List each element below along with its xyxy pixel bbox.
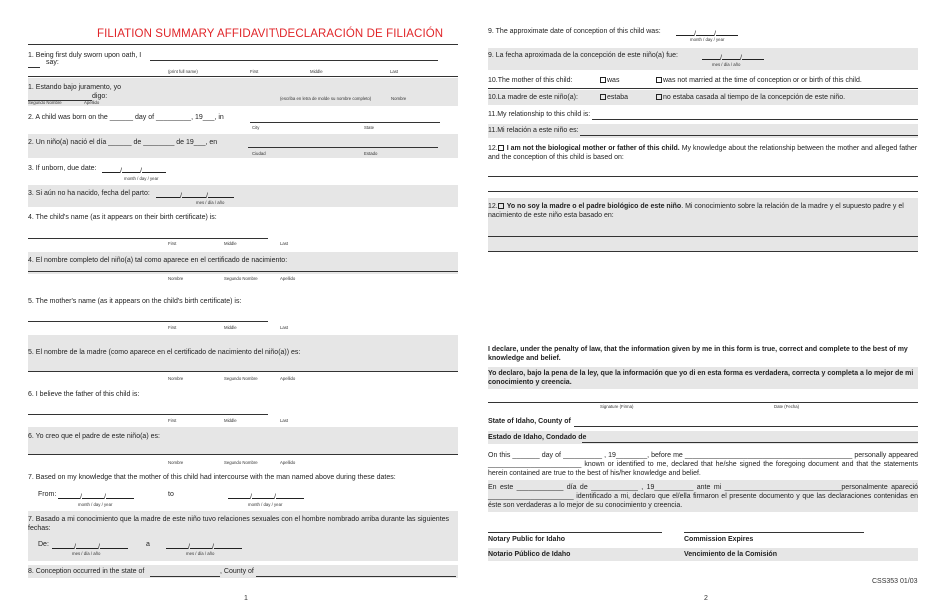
q12-answer-line-2[interactable] xyxy=(488,191,918,192)
page-2 xyxy=(478,0,950,615)
q1es-label-apellido: Apellido xyxy=(84,100,100,105)
q5es-name-field[interactable] xyxy=(28,371,458,372)
q12es-answer-line-1[interactable] xyxy=(488,236,918,237)
q1-say: say: xyxy=(46,59,59,66)
q3es-sub: mes / día / año xyxy=(196,200,225,205)
q4-name-field[interactable] xyxy=(28,238,268,239)
q6-label-middle: Middle xyxy=(224,418,237,423)
page-number-1: 1 xyxy=(244,595,248,602)
q4-text: 4. The child's name (as it appears on their birth certificate) is: xyxy=(28,214,217,221)
q2-place-field[interactable] xyxy=(250,122,440,123)
q12-answer-line-1[interactable] xyxy=(488,176,918,177)
q6es-label-nombre: Nombre xyxy=(168,460,184,465)
q8-text: 8. Conception occurred in the state of xyxy=(28,568,145,575)
q11es-text: 11.Mi relación a este niño es: xyxy=(488,127,579,134)
q6-text: 6. I believe the father of this child is: xyxy=(28,391,140,398)
q9-text: 9. The approximate date of conception of this child was: xyxy=(488,28,661,35)
signature-line[interactable] xyxy=(488,402,918,403)
q10-was-option[interactable]: was xyxy=(600,77,619,84)
q5-label-middle: Middle xyxy=(224,325,237,330)
q1es-digo: digo: xyxy=(92,93,108,100)
q2es-text: 2. Un niño(a) nació el día ______ de ________ de 19___, en xyxy=(28,139,218,146)
q5es-label-segundo: Segundo Nombre xyxy=(224,376,258,381)
q5-label-last: Last xyxy=(280,325,289,330)
q9-sub: month / day / year xyxy=(690,37,725,42)
q5-text: 5. The mother's name (as it appears on the child's birth certificate) is: xyxy=(28,298,242,305)
q9es-date-field[interactable]: / / xyxy=(702,52,764,62)
q7-from: From: xyxy=(38,491,57,498)
q9es-sub: mes / día / año xyxy=(712,62,741,67)
q7-to-sub: month / day / year xyxy=(248,502,283,507)
q11-text: 11.My relationship to this child is: xyxy=(488,111,591,118)
q10es-estaba-option[interactable]: estaba xyxy=(600,94,628,101)
q1-label-first: First xyxy=(250,69,259,74)
state-county-label: State of Idaho, County of xyxy=(488,418,571,425)
q3-text: 3. If unborn, due date: xyxy=(28,165,97,172)
q9es-text: 9. La fecha aproximada de la concepción de este niño(a) fue: xyxy=(488,52,678,59)
title-rule xyxy=(28,44,458,45)
q4es-text: 4. El nombre completo del niño(a) tal como aparece en el certificado de nacimiento: xyxy=(28,257,288,264)
q8-county: , County of xyxy=(220,568,254,575)
q6es-label-segundo: Segundo Nombre xyxy=(224,460,258,465)
q2es-label-ciudad: Ciudad xyxy=(252,151,266,156)
notary-signature-line[interactable] xyxy=(488,532,662,533)
form-code: CSS353 01/03 xyxy=(872,578,918,585)
q7es-a: a xyxy=(146,541,150,548)
q4es-label-nombre: Nombre xyxy=(168,276,184,281)
q12es-answer-line-2[interactable] xyxy=(488,251,918,252)
q1es-label-print: (escriba en letra de molde su nombre completo) xyxy=(280,96,372,101)
q1es-label-nombre: Nombre xyxy=(391,96,407,101)
q10es-no-estaba-option[interactable]: no estaba casada al tiempo de la concepción de este niño. xyxy=(656,94,845,101)
q7es-from-sub: mes / día / año xyxy=(72,551,101,556)
checkbox-icon xyxy=(656,94,662,100)
checkbox-icon xyxy=(656,77,662,83)
q7es-text: 7. Basado a mi conocimiento que la madre de este niño tuvo relaciones sexuales con el hombre nombrado arriba durante las siguientes fechas: xyxy=(28,516,450,532)
q1-say-line xyxy=(28,67,40,68)
q2es-label-estado: Estado xyxy=(364,151,378,156)
page-1 xyxy=(0,0,472,615)
q1-name-field[interactable] xyxy=(150,60,438,61)
q7-from-sub: month / day / year xyxy=(78,502,113,507)
q7-to: to xyxy=(168,491,174,498)
q5-name-field[interactable] xyxy=(28,321,268,322)
divider xyxy=(28,76,458,77)
q6es-label-apellido: Apellido xyxy=(280,460,296,465)
q1-text: 1. Being first duly sworn upon oath, I xyxy=(28,52,142,59)
q10-was-not-option[interactable]: was not married at the time of conception or or birth of this child. xyxy=(656,77,862,84)
state-county-label-es: Estado de Idaho, Condado de xyxy=(488,434,587,441)
q3-sub: month / day / year xyxy=(124,176,159,181)
q4es-name-field[interactable] xyxy=(28,271,458,272)
q6-label-first: First xyxy=(168,418,177,423)
q5es-text: 5. El nombre de la madre (como aparece en el certificado de nacimiento del niño(a)) es: xyxy=(28,349,301,356)
q2-text: 2. A child was born on the ______ day of _________, 19___, in xyxy=(28,114,224,121)
notary-statement-en: On this _______ day of __________ , 19________, before me ___________________________________________ personally appeared ________________________ known or identified to me, declared that he/she signed the foregoing document and that the statements herein contained are true to the best of his/her knowledge and belief. xyxy=(488,452,918,477)
q2es-shade xyxy=(28,134,458,158)
q8-county-field[interactable] xyxy=(256,576,456,577)
q11es-relationship-field[interactable] xyxy=(580,135,918,136)
q7-text: 7. Based on my knowledge that the mother of this child had intercourse with the man named above during these dates: xyxy=(28,474,396,481)
q6es-name-field[interactable] xyxy=(28,454,458,455)
form-title: FILIATION SUMMARY AFFIDAVIT\DECLARACIÓN DE FILIACIÓN xyxy=(97,28,444,40)
q1-label-print: (print full name) xyxy=(168,69,198,74)
notary-statement-es: En este ____________ día de ____________ , 19__________ ante mi ______________________________personalmente apareció ______________________ identificado a mi, declaro que el/ella firmaron el presente documento y que las declaraciones contenidas en éste son verdaderas a lo mejor de su conocimiento y creencia. xyxy=(488,484,918,509)
checkbox-icon[interactable] xyxy=(498,203,504,209)
checkbox-icon[interactable] xyxy=(498,145,504,151)
q3-date-field[interactable]: / / xyxy=(102,165,166,175)
q7es-de: De: xyxy=(38,541,49,548)
commission-line[interactable] xyxy=(684,532,864,533)
q12es-text: 12. Yo no soy la madre o el padre biológico de este niño. Mi conocimiento sobre la relación de la madre y el supuesto padre y el nacimiento de este niño esta basado en: xyxy=(488,203,904,219)
q12-text: 12. I am not the biological mother or father of this child. My knowledge about the relationship between the mother and alleged father and the conception of this child is based on: xyxy=(488,145,918,161)
date-label: Date (Fecha) xyxy=(774,404,800,409)
declaration-en: I declare, under the penalty of law, that the information given by me in this form is true, correct and complete to the best of my knowledge and belief. xyxy=(488,346,908,362)
q6es-shade xyxy=(28,427,458,454)
q11-relationship-field[interactable] xyxy=(592,119,918,120)
q4es-label-apellido: Apellido xyxy=(280,276,296,281)
notary-public-label: Notary Public for Idaho xyxy=(488,536,566,543)
state-county-field[interactable] xyxy=(574,426,918,427)
q1-label-last: Last xyxy=(390,69,399,74)
notary-public-label-es: Notario Público de Idaho xyxy=(488,551,571,558)
q9-date-field[interactable]: / / xyxy=(676,28,738,38)
q6-label-last: Last xyxy=(280,418,289,423)
q6es-text: 6. Yo creo que el padre de este niño(a) es: xyxy=(28,433,160,440)
q3es-date-field[interactable]: / / xyxy=(156,190,234,200)
q4-label-middle: Middle xyxy=(224,241,237,246)
q7es-to-date-field[interactable]: / / xyxy=(166,541,242,551)
checkbox-icon xyxy=(600,77,606,83)
q5es-label-apellido: Apellido xyxy=(280,376,296,381)
q2-label-city: City xyxy=(252,125,260,130)
q4-label-first: First xyxy=(168,241,177,246)
signature-label: Signature (Firma) xyxy=(600,404,634,409)
q10es-text: 10.La madre de este niño(a): xyxy=(488,94,578,101)
q1es-label-segundo: Segundo Nombre xyxy=(28,100,62,105)
q7es-from-date-field[interactable]: / / xyxy=(52,541,128,551)
page-number-2: 2 xyxy=(704,595,708,602)
q2es-place-field[interactable] xyxy=(248,147,438,148)
q4es-label-segundo: Segundo Nombre xyxy=(224,276,258,281)
q2-label-state: State xyxy=(364,125,375,130)
q1es-text: 1. Estando bajo juramento, yo xyxy=(28,84,122,91)
divider xyxy=(488,88,918,89)
commission-label-es: Vencimiento de la Comisión xyxy=(684,551,777,558)
q1-label-middle: Middle xyxy=(310,69,323,74)
q3es-text: 3. Si aún no ha nacido, fecha del parto: xyxy=(28,190,150,197)
q10-text: 10.The mother of this child: xyxy=(488,77,573,84)
q7es-to-sub: mes / día / año xyxy=(186,551,215,556)
q5-label-first: First xyxy=(168,325,177,330)
state-county-field-es[interactable] xyxy=(582,442,918,443)
commission-label: Commission Expires xyxy=(684,536,754,543)
q7-from-date-field[interactable]: / / xyxy=(58,491,134,501)
q5es-label-nombre: Nombre xyxy=(168,376,184,381)
checkbox-icon xyxy=(600,94,606,100)
declaration-es: Yo declaro, bajo la pena de la ley, que la información que yo di en esta forma es verdadera, correcta y completa a lo mejor de mi conocimiento y creencia. xyxy=(488,370,914,386)
q6-name-field[interactable] xyxy=(28,414,268,415)
q7-to-date-field[interactable]: / / xyxy=(228,491,304,501)
q4-label-last: Last xyxy=(280,241,289,246)
q8-state-field[interactable] xyxy=(150,576,220,577)
